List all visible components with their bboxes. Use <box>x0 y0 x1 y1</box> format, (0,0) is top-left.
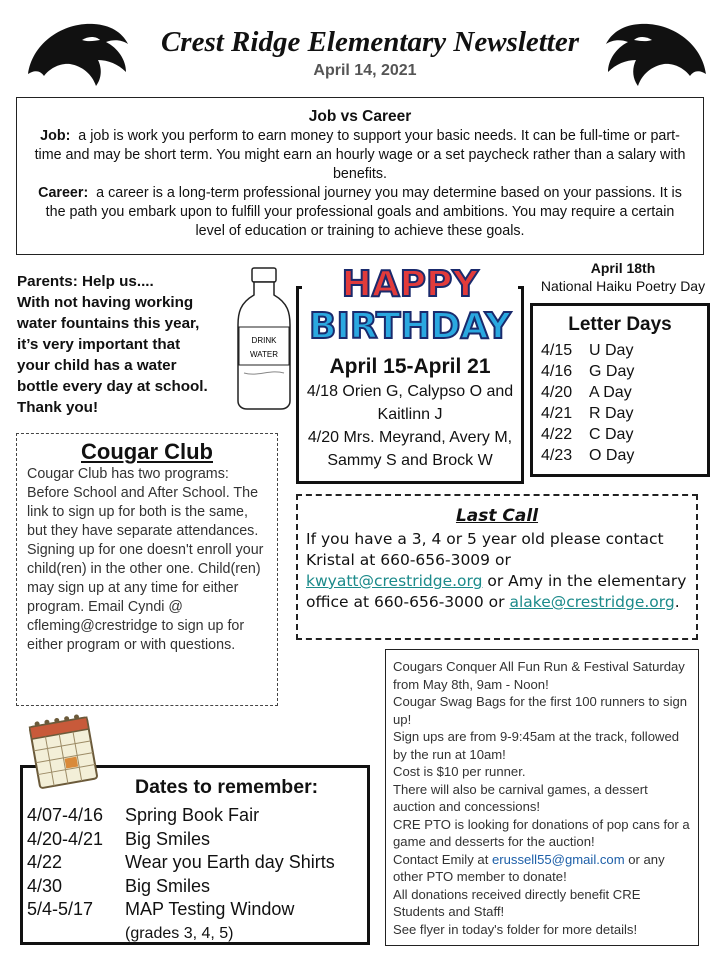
job-vs-career-box <box>16 97 704 255</box>
job-vs-career-heading: Job vs Career <box>308 108 412 125</box>
bottle-label-water: WATER <box>250 350 278 359</box>
list-item: 4/20-4/21 Big Smiles <box>27 828 211 849</box>
cougar-club-body: Cougar Club has two programs: Before School and After School. The link to sign up for both is the same, but they have separate attendances. Signing up for one doesn't enroll your child(ren) in the other one. Child(ren) may sign up at any time for either program. Email Cyndi @ cfleming@crestridge to sign up for either program or with questions. <box>27 466 264 653</box>
list-item: 4/22 C Day <box>541 426 634 443</box>
list-item: 4/20 A Day <box>541 384 632 401</box>
career-definition: Career: a career is a long-term professional journey you may determine based on your passions. It is the path you embark upon to fulfill your professional goals and ambitions. You may require a certain level of education or training to achieve these goals. <box>38 185 682 239</box>
list-item: 4/15 U Day <box>541 342 634 359</box>
kwyatt-email-link[interactable]: kwyatt@crestridge.org <box>306 572 483 590</box>
list-item: (grades 3, 4, 5) <box>125 924 234 942</box>
list-item: 4/22 Wear you Earth day Shirts <box>27 852 335 872</box>
last-call-box <box>296 494 698 640</box>
list-item: 4/23 O Day <box>541 447 635 464</box>
birthday-text: BIRTHDAY <box>309 306 511 347</box>
bottle-label-drink: DRINK <box>251 336 277 345</box>
happy-birthday-banner <box>300 256 520 348</box>
water-bottle-icon <box>230 265 298 411</box>
alake-email-link[interactable]: alake@crestridge.org <box>509 593 675 611</box>
newsletter-title: Crest Ridge Elementary Newsletter <box>160 26 580 58</box>
last-call-body: If you have a 3, 4 or 5 year old please contact Kristal at 660-656-3009 or kwyatt@crestridge.org or Amy in the elementary office at 660-656-3000 or alake@crestridge.org. <box>306 530 687 611</box>
cougar-mascot-icon <box>22 14 134 98</box>
dates-heading: Dates to remember: <box>135 776 319 798</box>
cougar-club-box <box>16 433 278 706</box>
erussell-email-link[interactable]: erussell55@gmail.com <box>491 851 625 867</box>
happy-text: HAPPY <box>341 264 479 305</box>
list-item: 4/16 G Day <box>541 363 635 380</box>
job-definition: Job: a job is work you perform to earn money to support your basic needs. It can be full-time or part-time and may be short term. You might earn an hourly wage or a set paycheck rather than a salary with benefits. <box>34 128 686 182</box>
calendar-icon <box>22 706 102 794</box>
letter-days-box <box>530 303 710 477</box>
list-item: 4/21 R Day <box>541 405 634 422</box>
list-item: 5/4-5/17 MAP Testing Window <box>27 899 295 919</box>
newsletter-date: April 14, 2021 <box>313 62 417 79</box>
cougar-club-heading: Cougar Club <box>81 439 213 464</box>
list-item: 4/30 Big Smiles <box>27 875 211 896</box>
birthday-list: April 15-April 21 4/18 Orien G, Calypso O and Kaitlinn J 4/20 Mrs. Meyrand, Avery M, Sammy S and Brock W <box>299 354 521 472</box>
cougar-mascot-icon <box>600 14 712 98</box>
birthday-range: April 15-April 21 <box>329 355 491 378</box>
letter-days-heading: Letter Days <box>568 314 672 335</box>
haiku-day-note: April 18th National Haiku Poetry Day <box>540 260 706 294</box>
last-call-heading: Last Call <box>455 506 539 526</box>
fun-run-box: Cougars Conquer All Fun Run & Festival Saturday from May 8th, 9am - Noon! Cougar Swag Bags for the first 100 runners to sign up! Sign ups are from 9-9:45am at the track, followed by the run at 10am! Cost is $10 per runner. There will also be carnival games, a dessert auction and concessions! CRE PTO is looking for donations of pop cans for a game and desserts for the auction! Contact Emily at erussell55@gmail.com or any other PTO member to donate! All donations received directly benefit CRE Students and Staff! See flyer in today's folder for more details! <box>385 649 699 946</box>
parents-water-notice: Parents: Help us.... With not having working water fountains this year, it’s very important that your child has a water bottle every day at school. Thank you! <box>17 273 208 416</box>
list-item: 4/07-4/16 Spring Book Fair <box>27 805 260 825</box>
